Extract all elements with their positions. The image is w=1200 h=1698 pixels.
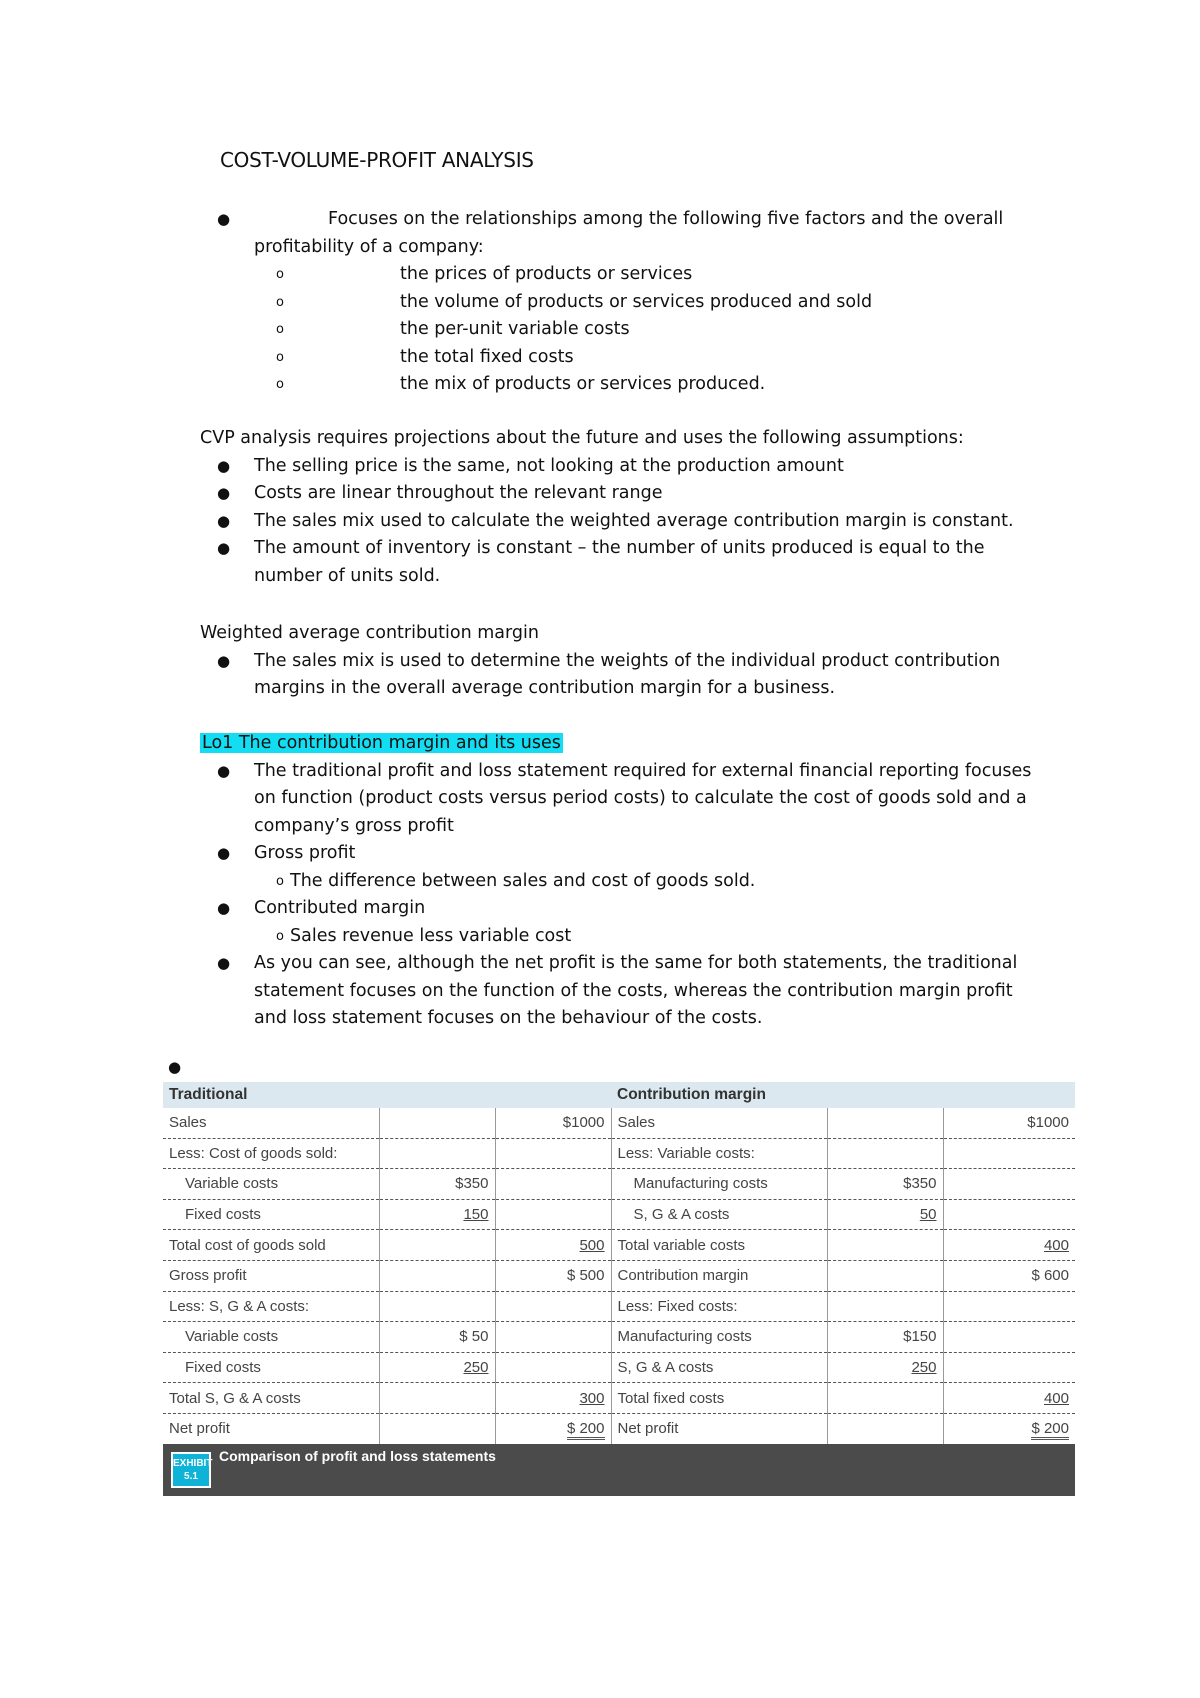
cell-total	[943, 1352, 1075, 1383]
weighted-text-line1: The sales mix is used to determine the weights of the individual product contribution	[254, 650, 1001, 671]
cell-total: 300	[579, 1389, 605, 1407]
exhibit-table	[163, 1082, 1075, 1496]
cell-label: Less: S, G & A costs:	[163, 1291, 379, 1322]
cell-amount: 150	[463, 1206, 489, 1224]
assumption-item	[200, 508, 1080, 536]
cell-total: $ 500	[495, 1260, 611, 1291]
cell-total: 400	[1043, 1389, 1069, 1407]
cell-amount: 250	[463, 1359, 489, 1377]
intro-text-line2: profitability of a company:	[254, 236, 484, 257]
cell-amount: $350	[379, 1169, 495, 1200]
bullet-icon: ●	[217, 511, 231, 530]
table-row	[163, 1322, 1075, 1353]
bullet-icon: ●	[217, 210, 231, 228]
traditional-header: Traditional	[163, 1082, 611, 1108]
lo1-text: Contributed margin	[254, 898, 426, 918]
table-row	[163, 1413, 1075, 1443]
exhibit-badge: EXHIBIT 5.1	[171, 1452, 211, 1488]
cell-total: $1000	[943, 1108, 1075, 1138]
sub-item-text: the total fixed costs	[400, 346, 574, 367]
cell-amount-cell	[827, 1199, 943, 1230]
circle-bullet-icon: o	[276, 267, 284, 282]
table-row	[163, 1138, 1075, 1169]
table-header-row	[163, 1082, 1075, 1108]
cell-label: S, G & A costs	[611, 1352, 827, 1383]
lo1-text: As you can see, although the net profit is the same for both statements, the traditional	[254, 953, 1018, 973]
cell-total: $ 200	[567, 1420, 605, 1440]
lo1-sub-text: The difference between sales and cost of goods sold.	[290, 870, 756, 891]
assumption-text: The sales mix used to calculate the weighted average contribution margin is constant.	[254, 510, 1014, 531]
cell-total	[495, 1322, 611, 1353]
lo1-sub-item	[200, 868, 1080, 896]
cell-label: Fixed costs	[163, 1199, 379, 1230]
cell-amount	[379, 1413, 495, 1443]
circle-bullet-icon: o	[276, 873, 284, 889]
cell-amount: $ 50	[379, 1322, 495, 1353]
cell-label: Fixed costs	[163, 1352, 379, 1383]
cell-label: Gross profit	[163, 1260, 379, 1291]
cell-total: $ 600	[943, 1260, 1075, 1291]
cell-label: Manufacturing costs	[611, 1322, 827, 1353]
cell-label: Variable costs	[163, 1322, 379, 1353]
cell-total: 400	[1043, 1236, 1069, 1254]
cell-amount	[827, 1138, 943, 1169]
weighted-section	[200, 620, 1080, 703]
cell-label: S, G & A costs	[611, 1199, 827, 1230]
cell-total	[943, 1169, 1075, 1200]
table-row	[163, 1230, 1075, 1261]
cell-amount-cell	[827, 1352, 943, 1383]
cell-amount	[379, 1260, 495, 1291]
cell-total	[495, 1352, 611, 1383]
cell-total-cell	[495, 1383, 611, 1414]
lo1-sub-item	[200, 923, 1080, 951]
table-row	[163, 1383, 1075, 1414]
lo1-item	[200, 840, 1080, 868]
assumptions-section	[200, 425, 1080, 590]
assumption-item	[200, 480, 1080, 508]
sub-item-text: the volume of products or services produced and sold	[400, 291, 873, 312]
bullet-icon: ●	[217, 761, 231, 780]
circle-bullet-icon: o	[276, 349, 284, 365]
cell-label: Less: Cost of goods sold:	[163, 1138, 379, 1169]
lo1-sub-text: Sales revenue less variable cost	[290, 925, 572, 946]
intro-sub-item	[200, 289, 1080, 317]
exhibit-caption-bar	[163, 1444, 1075, 1496]
intro-bullet	[200, 206, 1080, 234]
cell-total	[943, 1322, 1075, 1353]
lo1-item	[200, 950, 1080, 978]
cell-total	[495, 1138, 611, 1169]
lo1-text: on function (product costs versus period costs) to calculate the cost of goods sold and a	[254, 788, 1027, 808]
exhibit-caption: Comparison of profit and loss statements	[219, 1447, 496, 1464]
intro-sub-item	[200, 344, 1080, 372]
lo1-text: Gross profit	[254, 843, 356, 863]
cell-amount	[827, 1230, 943, 1261]
page-title: COST-VOLUME-PROFIT ANALYSIS	[220, 148, 534, 172]
contribution-header: Contribution margin	[611, 1082, 1075, 1108]
cell-amount	[379, 1383, 495, 1414]
cell-label: Less: Variable costs:	[611, 1138, 827, 1169]
profit-loss-comparison-table	[163, 1082, 1075, 1444]
cell-total-cell	[943, 1230, 1075, 1261]
circle-bullet-icon: o	[276, 322, 284, 337]
cell-amount	[379, 1230, 495, 1261]
cell-amount	[827, 1383, 943, 1414]
sub-item-text: the prices of products or services	[400, 264, 693, 284]
cell-label: Total cost of goods sold	[163, 1230, 379, 1261]
lo1-text: and loss statement focuses on the behaviour of the costs.	[254, 1008, 763, 1028]
cell-amount: 250	[911, 1359, 937, 1377]
circle-bullet-icon: o	[276, 377, 284, 392]
cell-total	[943, 1138, 1075, 1169]
table-row	[163, 1199, 1075, 1230]
cell-label: Sales	[163, 1108, 379, 1138]
cell-label: Total variable costs	[611, 1230, 827, 1261]
cell-amount-cell	[379, 1352, 495, 1383]
lo1-text: The traditional profit and loss statement required for external financial reporting focuses	[254, 760, 1032, 781]
cell-total: $1000	[495, 1108, 611, 1138]
bullet-icon: ●	[217, 539, 231, 557]
assumption-item	[200, 453, 1080, 481]
cell-amount	[379, 1138, 495, 1169]
cell-total-cell	[943, 1413, 1075, 1443]
cell-amount	[379, 1291, 495, 1322]
bullet-icon: ●	[217, 651, 231, 670]
cell-label: Sales	[611, 1108, 827, 1138]
cell-amount	[827, 1291, 943, 1322]
table-row	[163, 1352, 1075, 1383]
table-row	[163, 1108, 1075, 1138]
bullet-icon: ●	[217, 844, 231, 862]
cell-total	[943, 1199, 1075, 1230]
table-row	[163, 1169, 1075, 1200]
cell-total: $ 200	[1031, 1420, 1069, 1440]
bullet-icon: ●	[168, 1058, 182, 1076]
sub-item-text: the mix of products or services produced.	[400, 374, 766, 394]
assumption-text: The amount of inventory is constant – the number of units produced is equal to the	[254, 538, 985, 558]
intro-sub-item	[200, 261, 1080, 289]
lo1-heading: Lo1 The contribution margin and its uses	[202, 733, 561, 753]
cell-amount-cell	[379, 1199, 495, 1230]
assumption-item	[200, 535, 1080, 563]
cell-total	[495, 1169, 611, 1200]
cell-amount	[827, 1260, 943, 1291]
intro-section	[200, 206, 1080, 399]
intro-sub-item	[200, 371, 1080, 399]
table-row	[163, 1291, 1075, 1322]
cell-total-cell	[495, 1413, 611, 1443]
weighted-item	[200, 648, 1080, 676]
assumption-text-cont: number of units sold.	[254, 565, 441, 586]
lo1-text: company’s gross profit	[254, 815, 454, 836]
assumptions-heading: CVP analysis requires projections about the future and uses the following assumptions:	[200, 428, 964, 448]
table-row	[163, 1260, 1075, 1291]
sub-item-text: the per-unit variable costs	[400, 319, 630, 339]
bullet-icon: ●	[217, 899, 231, 917]
cell-total	[943, 1291, 1075, 1322]
cell-amount	[827, 1108, 943, 1138]
cell-amount: $350	[827, 1169, 943, 1200]
cell-amount	[379, 1108, 495, 1138]
cell-label: Less: Fixed costs:	[611, 1291, 827, 1322]
weighted-heading: Weighted average contribution margin	[200, 623, 539, 643]
intro-sub-item	[200, 316, 1080, 344]
cell-total	[495, 1291, 611, 1322]
cell-amount: 50	[919, 1206, 937, 1224]
cell-label: Total S, G & A costs	[163, 1383, 379, 1414]
cell-amount	[827, 1413, 943, 1443]
cell-total: 500	[579, 1236, 605, 1254]
assumption-text: Costs are linear throughout the relevant range	[254, 483, 663, 503]
weighted-text-line2: margins in the overall average contribution margin for a business.	[254, 678, 836, 698]
lo1-section	[200, 730, 1080, 1033]
cell-total-cell	[943, 1383, 1075, 1414]
cell-total	[495, 1199, 611, 1230]
cell-total-cell	[495, 1230, 611, 1261]
bullet-icon: ●	[217, 484, 231, 502]
lo1-item	[200, 895, 1080, 923]
cell-label: Net profit	[611, 1413, 827, 1443]
intro-text-line1: Focuses on the relationships among the following five factors and the overall	[328, 209, 1004, 229]
cell-label: Variable costs	[163, 1169, 379, 1200]
lo1-heading-line	[200, 730, 1080, 758]
lo1-item	[200, 758, 1080, 786]
bullet-icon: ●	[217, 954, 231, 972]
lo1-text: statement focuses on the function of the costs, whereas the contribution margin profit	[254, 980, 1013, 1001]
cell-amount: $150	[827, 1322, 943, 1353]
bullet-icon: ●	[217, 456, 231, 475]
cell-label: Contribution margin	[611, 1260, 827, 1291]
circle-bullet-icon: o	[276, 928, 284, 944]
cell-label: Total fixed costs	[611, 1383, 827, 1414]
cell-label: Manufacturing costs	[611, 1169, 827, 1200]
cell-label: Net profit	[163, 1413, 379, 1443]
circle-bullet-icon: o	[276, 294, 284, 310]
assumption-text: The selling price is the same, not looking at the production amount	[254, 455, 844, 476]
